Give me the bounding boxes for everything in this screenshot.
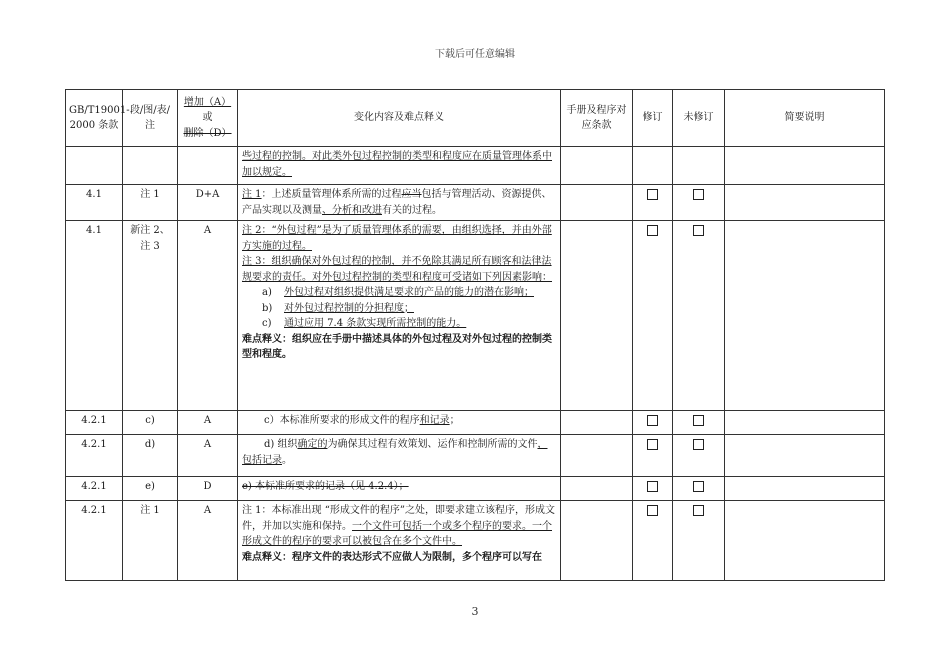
content-deleted: 应当 (401, 189, 422, 200)
cell-manual (561, 185, 633, 221)
header-note: 下载后可任意编辑 (435, 49, 515, 60)
revised-checkbox[interactable] (647, 189, 658, 200)
table-row (66, 185, 885, 221)
cell-clause: 4.2.1 (66, 435, 123, 477)
content-note-2: 注 2：“外包过程”是为了质量管理体系的需要，由组织选择，并由外部方实施的过程。 (242, 225, 552, 252)
header-remarks: 简要说明 (725, 90, 885, 147)
cell-change (178, 147, 238, 185)
cell-clause (66, 147, 123, 185)
not-revised-checkbox[interactable] (693, 189, 704, 200)
revised-checkbox[interactable] (647, 481, 658, 492)
cell-clause: 4.2.1 (66, 411, 123, 435)
cell-not-revised (673, 221, 725, 411)
header-not-revised: 未修订 (673, 90, 725, 147)
cell-change: D+A (178, 185, 238, 221)
content-text: 包括与管理活动、资源提供、产品实现以及测量 (242, 189, 552, 216)
cell-manual (561, 435, 633, 477)
content-note-3: 注 3：组织确保对外包过程的控制，并不免除其满足所有顾客和法律法规要求的责任。对外包过程控制的类型和程度可受诸如下列因素影响： (242, 256, 552, 283)
cell-content (238, 185, 561, 221)
content-text: ：上述质量管理体系所需的过程 (261, 189, 402, 200)
cell-manual (561, 411, 633, 435)
content-added: 和记录 (419, 415, 450, 426)
cell-section: 注 1 (123, 501, 178, 581)
content-deleted: e) 本标准所要求的记录（见 4.2.4）； (242, 481, 409, 492)
cell-remarks (725, 501, 885, 581)
header-change-add: 增加（A） (183, 96, 232, 108)
table-row (66, 477, 885, 501)
header-change-or: 或 (202, 112, 213, 124)
content-paragraph (242, 503, 556, 550)
header-revised: 修订 (633, 90, 673, 147)
revised-checkbox[interactable] (647, 439, 658, 450)
table-row (66, 147, 885, 185)
content-note-label: 注 1 (242, 189, 262, 200)
cell-content (238, 411, 561, 435)
header-manual: 手册及程序对应条款 (561, 90, 633, 147)
cell-change: A (178, 435, 238, 477)
difficulty-note: 难点释义：程序文件的表达形式不应做人为限制，多个程序可以写在 (242, 551, 542, 563)
content-added: 、分析和改进 (322, 204, 382, 216)
cell-remarks (725, 477, 885, 501)
cell-section: d) (123, 435, 178, 477)
cell-revised (633, 185, 673, 221)
cell-content (238, 221, 561, 411)
cell-content (238, 435, 561, 477)
cell-section: 注 1 (123, 185, 178, 221)
cell-manual (561, 221, 633, 411)
list-item (242, 285, 556, 301)
cell-content (238, 147, 561, 185)
difficulty-note: 难点释义：组织应在手册中描述具体的外包过程及对外包过程的控制类型和程度。 (242, 333, 552, 360)
header-row (66, 90, 885, 147)
cell-remarks (725, 435, 885, 477)
cell-section (123, 147, 178, 185)
header-clause: GB/T19001-2000 条款 (66, 90, 123, 147)
content-text: ； (449, 415, 460, 426)
cell-revised (633, 435, 673, 477)
cell-change: A (178, 501, 238, 581)
list-item-label: b) (262, 302, 273, 314)
cell-clause: 4.1 (66, 185, 123, 221)
revised-checkbox[interactable] (647, 505, 658, 516)
cell-section: 新注 2、注 3 (123, 221, 178, 411)
table-row (66, 221, 885, 411)
not-revised-checkbox[interactable] (693, 225, 704, 236)
cell-revised (633, 477, 673, 501)
cell-section: e) (123, 477, 178, 501)
content-added: 一个文件可包括一个或多个程序的要求。一个形成文件的程序的要求可以被包含在多个文件中。 (242, 520, 552, 547)
content-text: 为确保其过程有效策划、运作和控制所需的文件 (327, 439, 538, 450)
content-text: c）本标准所要求的形成文件的程序 (264, 415, 420, 426)
content-text: 注 1：本标准出现 “形成文件的程序”之处，即要求建立该程序，形成文件，并加以实施和保持。 (242, 505, 555, 532)
cell-remarks (725, 185, 885, 221)
cell-revised (633, 411, 673, 435)
cell-section: c) (123, 411, 178, 435)
cell-manual (561, 477, 633, 501)
cell-not-revised (673, 185, 725, 221)
revised-checkbox[interactable] (647, 225, 658, 236)
cell-not-revised (673, 435, 725, 477)
content-added: 确定的 (297, 439, 328, 450)
cell-manual (561, 501, 633, 581)
content-text: 有关的过程。 (382, 204, 442, 216)
header-section: 段/图/表/注 (123, 90, 178, 147)
clause-change-table (65, 89, 885, 581)
not-revised-checkbox[interactable] (693, 439, 704, 450)
list-item-text: 对外包过程控制的分担程度； (284, 302, 414, 314)
content-text: 些过程的控制。对此类外包过程控制的类型和程度应在质量管理体系中加以规定。 (242, 151, 552, 178)
cell-remarks (725, 147, 885, 185)
not-revised-checkbox[interactable] (693, 505, 704, 516)
cell-change: A (178, 411, 238, 435)
content-text: d) 组织 (264, 439, 298, 450)
list-item-text: 通过应用 7.4 条款实现所需控制的能力。 (284, 318, 467, 329)
list-item (242, 316, 556, 332)
cell-change: D (178, 477, 238, 501)
cell-revised (633, 501, 673, 581)
content-added: ，包括记录 (242, 439, 548, 466)
table-row (66, 501, 885, 581)
list-item-text: 外包过程对组织提供满足要求的产品的能力的潜在影响； (284, 287, 534, 298)
cell-not-revised (673, 147, 725, 185)
page-number: 3 (471, 605, 479, 618)
table-row (66, 435, 885, 477)
cell-revised (633, 221, 673, 411)
cell-revised (633, 147, 673, 185)
cell-not-revised (673, 501, 725, 581)
list-item-label: c) (262, 318, 272, 329)
cell-clause: 4.1 (66, 221, 123, 411)
table-row (66, 411, 885, 435)
cell-content (238, 501, 561, 581)
cell-change: A (178, 221, 238, 411)
not-revised-checkbox[interactable] (693, 415, 704, 426)
revised-checkbox[interactable] (647, 415, 658, 426)
cell-remarks (725, 221, 885, 411)
not-revised-checkbox[interactable] (693, 481, 704, 492)
list-item-label: a) (262, 287, 272, 298)
header-content: 变化内容及难点释义 (238, 90, 561, 147)
cell-not-revised (673, 411, 725, 435)
cell-remarks (725, 411, 885, 435)
cell-clause: 4.2.1 (66, 501, 123, 581)
cell-clause: 4.2.1 (66, 477, 123, 501)
cell-manual (561, 147, 633, 185)
list-item (242, 301, 556, 317)
cell-not-revised (673, 477, 725, 501)
header-change-delete: 删除（D） (183, 127, 232, 139)
header-change (178, 90, 238, 147)
content-text: 。 (282, 454, 292, 466)
cell-content (238, 477, 561, 501)
